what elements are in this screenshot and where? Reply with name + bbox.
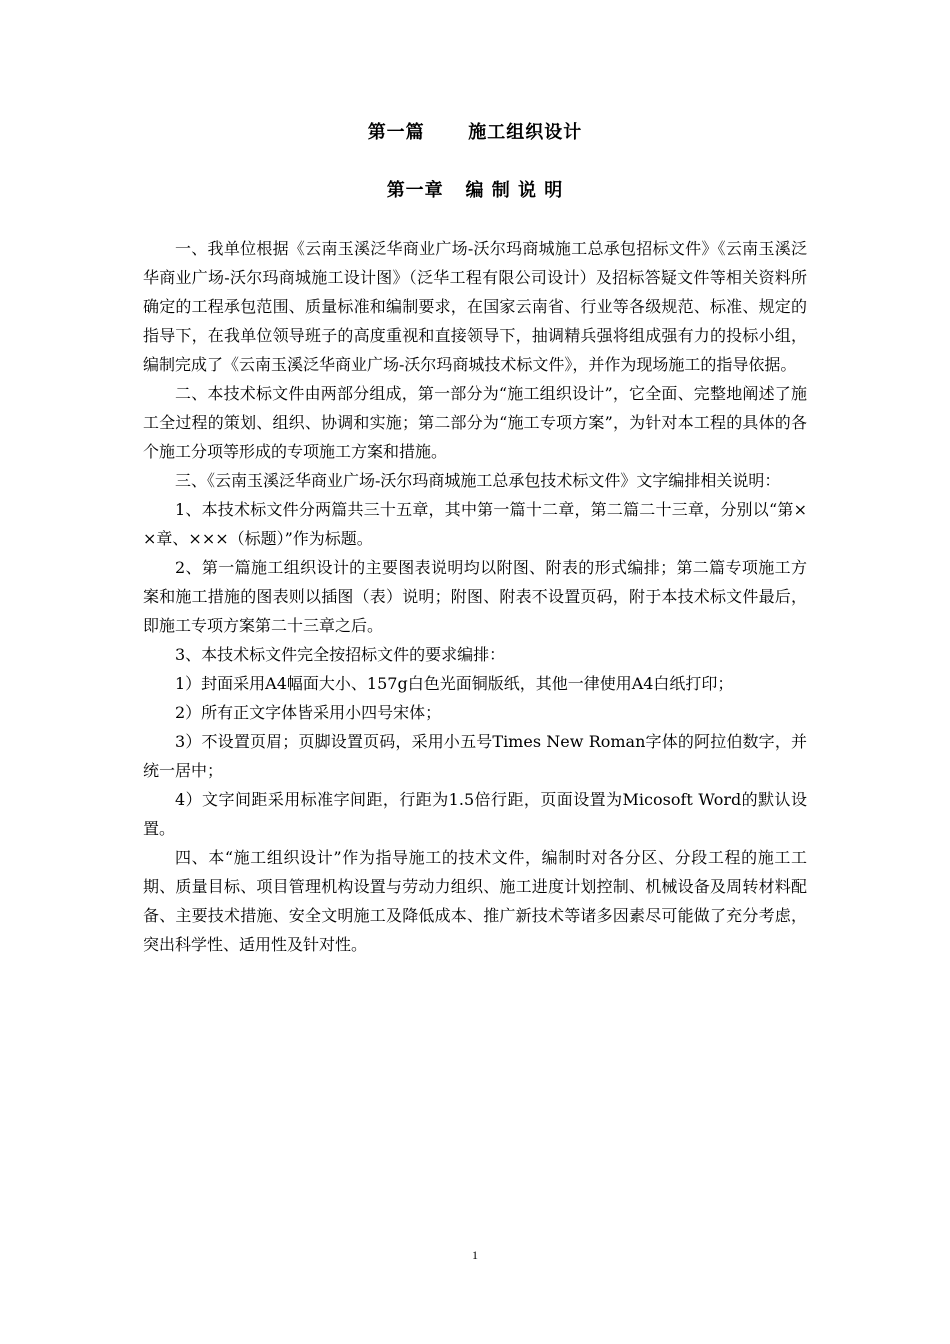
paragraph-3-item-3: 3、本技术标文件完全按招标文件的要求编排： [175, 645, 506, 664]
paragraph-3-item-1: 1、本技术标文件分两篇共三十五章，其中第一篇十二章，第二篇二十三章，分别以“第××章、×××（标题）”作为标题。 [143, 500, 807, 548]
part-title: 第一篇 施工组织设计 [367, 122, 583, 143]
paragraph-3: 三、《云南玉溪泛华商业广场-沃尔玛商城施工总承包技术标文件》文字编排相关说明： [175, 471, 781, 490]
paragraph-3-subitem-2: 2）所有正文字体皆采用小四号宋体； [175, 703, 442, 722]
paragraph-4: 四、本“施工组织设计”作为指导施工的技术文件，编制时对各分区、分段工程的施工工期、质量目标、项目管理机构设置与劳动力组织、施工进度计划控制、机械设备及周转材料配备、主要技术措施、安全文明施工及降低成本、推广新技术等诸多因素尽可能做了充分考虑，突出科学性、适用性及针对性。 [143, 848, 807, 954]
page-number: 1 [472, 1248, 478, 1262]
paragraph-1: 一、我单位根据《云南玉溪泛华商业广场-沃尔玛商城施工总承包招标文件》《云南玉溪泛华商业广场-沃尔玛商城施工设计图》（泛华工程有限公司设计）及招标答疑文件等相关资料所确定的工程承包范围、质量标准和编制要求，在国家云南省、行业等各级规范、标准、规定的指导下，在我单位领导班子的高度重视和直接领导下，抽调精兵强将组成强有力的投标小组，编制完成了《云南玉溪泛华商业广场-沃尔玛商城技术标文件》，并作为现场施工的指导依据。 [143, 239, 807, 374]
paragraph-3-item-2: 2、第一篇施工组织设计的主要图表说明均以附图、附表的形式编排；第二篇专项施工方案和施工措施的图表则以插图（表）说明；附图、附表不设置页码，附于本技术标文件最后，即施工专项方案第二十三章之后。 [143, 558, 807, 635]
paragraph-3-subitem-3: 3）不设置页眉；页脚设置页码，采用小五号Times New Roman字体的阿拉伯数字，并统一居中； [143, 732, 807, 780]
paragraph-3-subitem-1: 1）封面采用A4幅面大小、157g白色光面铜版纸，其他一律使用A4白纸打印； [175, 674, 734, 693]
chapter-title: 第一章 编 制 说 明 [386, 180, 564, 201]
paragraph-3-subitem-4: 4）文字间距采用标准字间距，行距为1.5倍行距，页面设置为Micosoft Word的默认设置。 [143, 790, 807, 838]
body-text [143, 234, 807, 959]
paragraph-2: 二、本技术标文件由两部分组成，第一部分为“施工组织设计”，它全面、完整地阐述了施工全过程的策划、组织、协调和实施；第二部分为“施工专项方案”，为针对本工程的具体的各个施工分项等形成的专项施工方案和措施。 [143, 384, 807, 461]
